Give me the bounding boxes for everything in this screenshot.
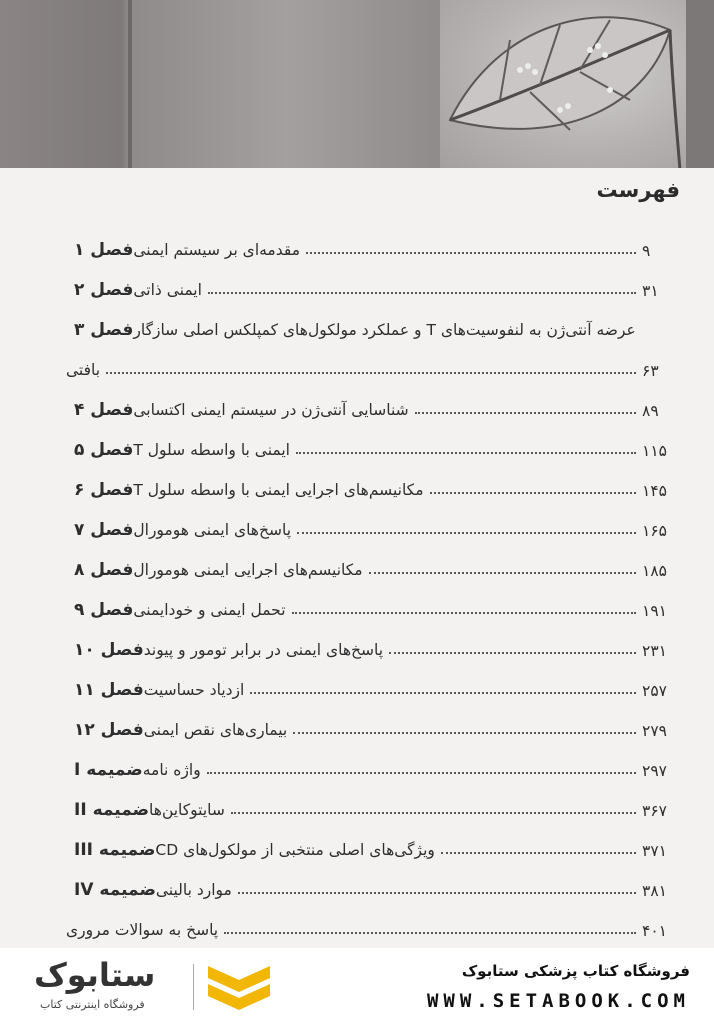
toc-leader-dots — [441, 852, 636, 854]
toc-row[interactable] — [66, 790, 680, 820]
toc-chapter-title: پاسخ‌های ایمنی در برابر تومور و پیوند — [143, 641, 384, 659]
toc-chapter-label: فصل ۶ — [74, 480, 134, 500]
toc-chapter-title: مکانیسم‌های اجرایی ایمنی با واسطه سلول T — [133, 481, 424, 499]
toc-leader-dots — [296, 452, 636, 454]
toc-chapter-label: فصل ۱ — [74, 240, 134, 260]
toc-row[interactable] — [66, 470, 680, 500]
toc-chapter-title: مقدمه‌ای بر سیستم ایمنی — [133, 241, 301, 259]
toc-leader-dots — [224, 932, 636, 934]
logo-wordmark: ستابوک — [34, 956, 156, 994]
toc-chapter-title: تحمل ایمنی و خودایمنی — [133, 601, 286, 619]
toc-leader-dots — [231, 812, 636, 814]
toc-row[interactable] — [66, 710, 680, 740]
logo-divider — [193, 964, 194, 1010]
book-fold — [128, 0, 132, 170]
toc-page-number: ۲۷۹ — [642, 722, 667, 740]
toc-page — [0, 168, 714, 948]
toc-row[interactable] — [66, 630, 680, 660]
toc-chapter-title: بافتی — [66, 361, 101, 379]
toc-leader-dots — [292, 612, 636, 614]
toc-chapter-label: ضمیمه IV — [74, 880, 156, 900]
toc-chapter-title: مکانیسم‌های اجرایی ایمنی هومورال — [133, 561, 363, 579]
page-title: فهرست — [596, 178, 680, 202]
toc-leader-dots — [306, 252, 636, 254]
toc-chapter-label: فصل ۴ — [74, 400, 134, 420]
toc-leader-dots — [430, 492, 636, 494]
toc-row[interactable] — [66, 670, 680, 700]
cover-photo-strip — [0, 0, 714, 170]
toc-row[interactable] — [66, 750, 680, 780]
toc-chapter-label: فصل ۱۲ — [74, 720, 144, 740]
toc-chapter-title: ایمنی با واسطه سلول T — [133, 441, 290, 459]
toc-leader-dots — [106, 372, 636, 374]
toc-chapter-title: واژه نامه — [142, 761, 201, 779]
toc-row[interactable] — [66, 830, 680, 860]
toc-row[interactable] — [66, 590, 680, 620]
toc-chapter-label: فصل ۹ — [74, 600, 134, 620]
logo-chevron-icon — [204, 962, 274, 1014]
toc-leader-dots — [369, 572, 636, 574]
toc-row[interactable] — [66, 510, 680, 540]
toc-chapter-title: ویژگی‌های اصلی منتخبی از مولکول‌های CD — [155, 841, 435, 859]
toc-leader-dots — [389, 652, 636, 654]
shop-name: فروشگاه کتاب پزشکی ستابوک — [461, 962, 690, 980]
toc-page-number: ۲۳۱ — [642, 642, 667, 660]
toc-chapter-label: فصل ۱۰ — [74, 640, 144, 660]
toc-chapter-label: ضمیمه III — [74, 840, 156, 860]
toc-page-number: ۲۹۷ — [642, 762, 667, 780]
toc-chapter-label: فصل ۵ — [74, 440, 134, 460]
table-of-contents — [0, 168, 714, 948]
toc-leader-dots — [297, 532, 636, 534]
store-banner — [0, 948, 714, 1024]
toc-page-number: ۴۰۱ — [642, 922, 667, 940]
toc-row[interactable] — [66, 870, 680, 900]
toc-chapter-label: فصل ۱۱ — [74, 680, 144, 700]
toc-page-number: ۳۸۱ — [642, 882, 667, 900]
toc-chapter-label: فصل ۲ — [74, 280, 134, 300]
toc-row[interactable] — [66, 550, 680, 580]
toc-chapter-label: فصل ۷ — [74, 520, 134, 540]
toc-chapter-label: ضمیمه I — [74, 760, 143, 780]
toc-row[interactable] — [66, 910, 680, 940]
toc-page-number: ۳۶۷ — [642, 802, 667, 820]
toc-row[interactable] — [66, 390, 680, 420]
toc-leader-dots — [238, 892, 636, 894]
toc-chapter-label: ضمیمه II — [74, 800, 150, 820]
logo-tagline: فروشگاه اینترنتی کتاب — [40, 998, 145, 1011]
toc-page-number: ۱۹۱ — [642, 602, 667, 620]
toc-row[interactable] — [66, 230, 680, 260]
toc-chapter-label: فصل ۳ — [74, 320, 134, 340]
toc-page-number: ۲۵۷ — [642, 682, 667, 700]
toc-chapter-title: ایمنی ذاتی — [133, 281, 202, 299]
toc-chapter-title: پاسخ به سوالات مروری — [66, 921, 219, 939]
toc-row[interactable] — [66, 270, 680, 300]
toc-leader-dots — [415, 412, 636, 414]
toc-chapter-title: پاسخ‌های ایمنی هومورال — [133, 521, 292, 539]
toc-row[interactable] — [66, 310, 680, 340]
toc-leader-dots — [293, 732, 636, 734]
toc-row[interactable] — [66, 430, 680, 460]
toc-chapter-title: بیماری‌های نقص ایمنی — [143, 721, 288, 739]
toc-chapter-title: موارد بالینی — [155, 881, 232, 899]
toc-chapter-label: فصل ۸ — [74, 560, 134, 580]
toc-row[interactable] — [66, 350, 680, 380]
toc-leader-dots — [250, 692, 636, 694]
leaf-illustration — [440, 0, 686, 170]
toc-leader-dots — [207, 772, 636, 774]
toc-page-number: ۶۳ — [642, 362, 659, 380]
shop-url[interactable]: WWW.SETABOOK.COM — [426, 990, 690, 1012]
toc-page-number: ۳۱ — [642, 282, 659, 300]
cover-edge — [686, 0, 714, 170]
toc-chapter-title: شناسایی آنتی‌ژن در سیستم ایمنی اکتسابی — [133, 401, 409, 419]
toc-chapter-title: عرضه آنتی‌ژن به لنفوسیت‌های T و عملکرد مولکول‌های کمپلکس اصلی سازگار — [133, 321, 636, 339]
toc-page-number: ۱۱۵ — [642, 442, 667, 460]
toc-page-number: ۱۶۵ — [642, 522, 667, 540]
toc-page-number: ۸۹ — [642, 402, 659, 420]
toc-chapter-title: سایتوکاین‌ها — [149, 801, 225, 819]
toc-page-number: ۱۸۵ — [642, 562, 667, 580]
toc-page-number: ۳۷۱ — [642, 842, 667, 860]
toc-chapter-title: ازدیاد حساسیت — [143, 681, 245, 699]
toc-page-number: ۱۴۵ — [642, 482, 667, 500]
toc-page-number: ۹ — [642, 242, 651, 260]
toc-leader-dots — [208, 292, 636, 294]
